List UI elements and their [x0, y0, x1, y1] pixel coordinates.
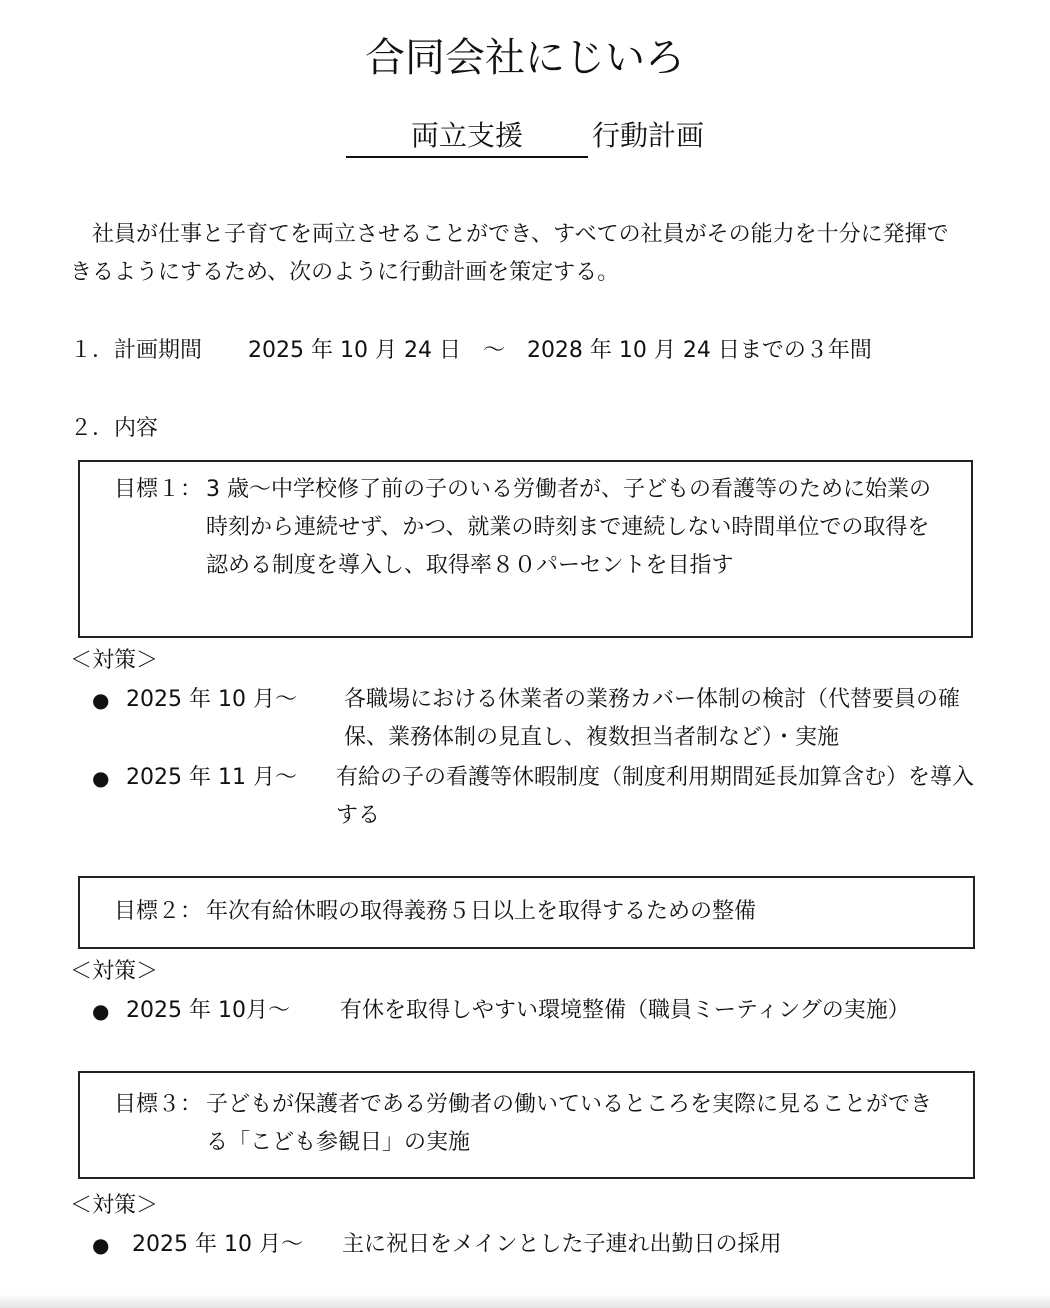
- measure-line: 主に祝日をメインとした子連れ出勤日の採用: [342, 1232, 782, 1257]
- goal-2-measures-heading: ＜対策＞: [70, 959, 159, 984]
- plan-period-value: 2025 年 10 月 24 日 ～ 2028 年 10 月 24 日までの３年間: [248, 338, 872, 363]
- goal-1-measures-heading: ＜対策＞: [70, 648, 159, 673]
- company-name: 合同会社にじいろ: [365, 35, 685, 81]
- goal-2-line: 年次有給休暇の取得義務５日以上を取得するための整備: [206, 899, 757, 924]
- bullet-icon: ●: [92, 999, 110, 1023]
- intro-line-1: 社員が仕事と子育てを両立させることができ、すべての社員がその能力を十分に発揮で: [92, 222, 949, 247]
- measure-date: 2025 年 10 月～: [132, 1232, 303, 1257]
- goal-1-label: 目標１：: [114, 477, 203, 502]
- goal-2-box: [78, 876, 975, 949]
- bullet-icon: ●: [92, 1233, 110, 1257]
- plan-type: 両立支援: [346, 116, 588, 158]
- goal-3-measure-1: [92, 1226, 782, 1264]
- content-heading: ２．内容: [70, 416, 159, 441]
- plan-title-suffix: 行動計画: [592, 119, 705, 152]
- goal-2-label: 目標２：: [114, 899, 203, 924]
- goal-1-line: 時刻から連続せず、かつ、就業の時刻まで連続しない時間単位での取得を: [206, 515, 930, 540]
- measure-line: 各職場における休業者の業務カバー体制の検討（代替要員の確: [344, 687, 961, 712]
- goal-1-measure-2: [92, 759, 974, 835]
- plan-period: [70, 332, 872, 370]
- goal-3-measures-heading: ＜対策＞: [70, 1193, 159, 1218]
- goal-3-line: 子どもが保護者である労働者の働いているところを実際に見ることができ: [206, 1092, 933, 1117]
- goal-3-box: [78, 1071, 975, 1179]
- page-bottom-edge: [0, 1294, 1050, 1308]
- measure-date: 2025 年 11 月～: [126, 765, 297, 790]
- goal-1-line: 3 歳～中学校修了前の子のいる労働者が、子どもの看護等のために始業の: [206, 477, 931, 502]
- bullet-icon: ●: [92, 766, 110, 790]
- measure-date: 2025 年 10月～: [126, 998, 290, 1023]
- measure-line: する: [336, 803, 381, 828]
- measure-date: 2025 年 10 月～: [126, 687, 297, 712]
- bullet-icon: ●: [92, 688, 110, 712]
- measure-line: 保、業務体制の見直し、複数担当者制など）・実施: [344, 725, 840, 750]
- intro-line-2: きるようにするため、次のように行動計画を策定する。: [70, 260, 620, 285]
- measure-line: 有給の子の看護等休暇制度（制度利用期間延長加算含む）を導入: [336, 765, 975, 790]
- goal-1-measure-1: [92, 681, 960, 757]
- plan-period-label: １．計画期間: [70, 338, 203, 363]
- intro-paragraph: [70, 216, 1000, 292]
- goal-1-line: 認める制度を導入し、取得率８０パーセントを目指す: [206, 553, 734, 578]
- goal-2-measure-1: [92, 992, 910, 1030]
- measure-line: 有休を取得しやすい環境整備（職員ミーティングの実施）: [340, 998, 910, 1023]
- goal-3-line: る「こども参観日」の実施: [206, 1130, 471, 1155]
- goal-1-box: [78, 460, 973, 638]
- goal-3-label: 目標３：: [114, 1092, 203, 1117]
- plan-title: [346, 116, 704, 158]
